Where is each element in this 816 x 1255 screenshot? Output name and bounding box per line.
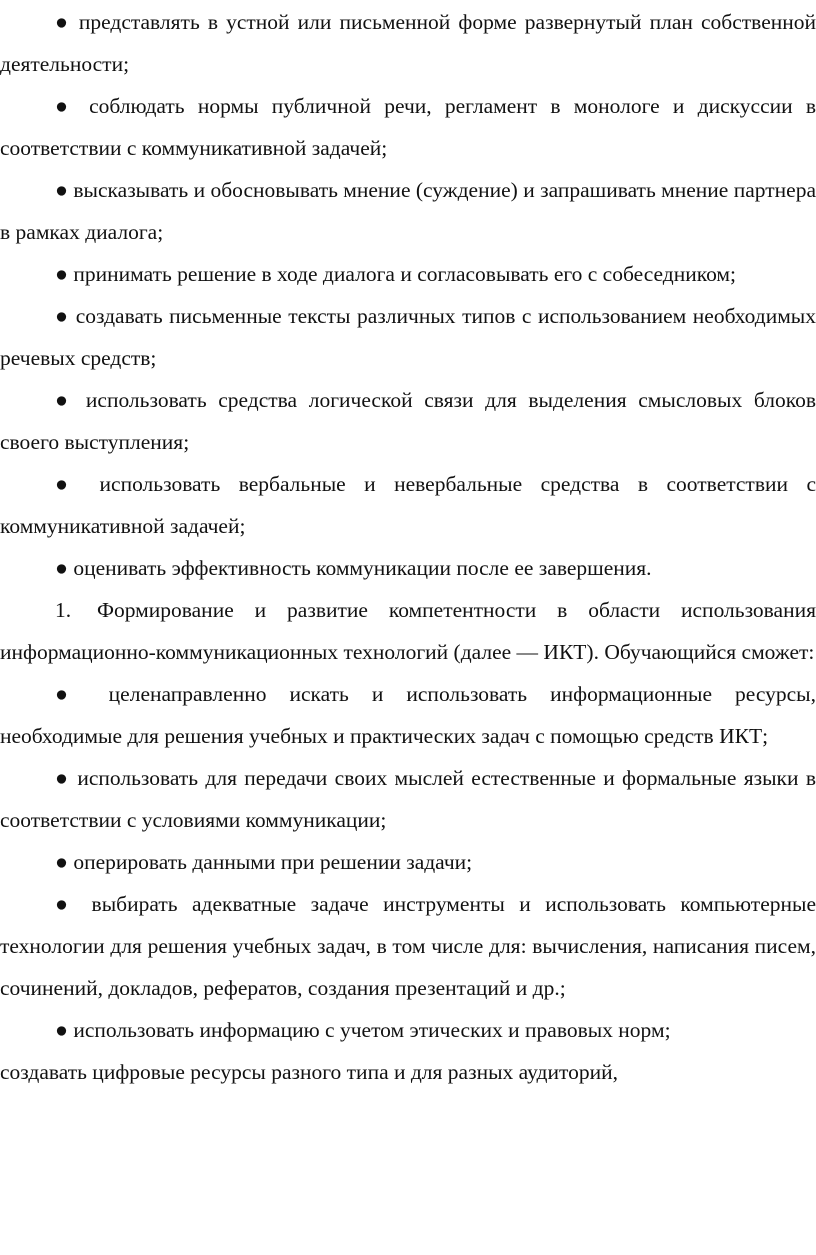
bullet-icon: ● (55, 766, 70, 790)
numbered-item (0, 589, 816, 673)
list-item (0, 463, 816, 547)
bullet-icon: ● (55, 1018, 68, 1042)
bullet-icon: ● (55, 850, 68, 874)
bullet-icon: ● (55, 178, 68, 202)
list-item-text: соблюдать нормы публичной речи, регламент в монологе и дискуссии в соответствии с коммуникативной задачей; (0, 94, 816, 160)
numbered-item-text: Формирование и развитие компетентности в области использования информационно-коммуникационных технологий (далее — ИКТ). Обучающийся сможет: (0, 598, 816, 664)
list-item (0, 883, 816, 1009)
list-item-text: использовать вербальные и невербальные средства в соответствии с коммуникативной задачей; (0, 472, 816, 538)
list-item-text: представлять в устной или письменной форме развернутый план собственной деятельности; (0, 10, 816, 76)
list-item-text: оперировать данными при решении задачи; (73, 850, 473, 874)
list-item-text: использовать информацию с учетом этических и правовых норм; (73, 1018, 671, 1042)
list-item-text: целенаправленно искать и использовать информационные ресурсы, необходимые для решения учебных и практических задач с помощью средств ИКТ; (0, 682, 816, 748)
bullet-icon: ● (55, 10, 71, 34)
bullet-icon: ● (55, 892, 78, 916)
list-item (0, 169, 816, 253)
paragraph-text: создавать цифровые ресурсы разного типа и для разных аудиторий, (0, 1060, 618, 1084)
list-item (0, 85, 816, 169)
bullet-icon: ● (55, 304, 70, 328)
list-item (0, 673, 816, 757)
bullet-icon: ● (55, 682, 86, 706)
bullet-icon: ● (55, 262, 68, 286)
list-item-text: высказывать и обосновывать мнение (суждение) и запрашивать мнение партнера в рамках диалога; (0, 178, 816, 244)
list-item-text: выбирать адекватные задаче инструменты и использовать компьютерные технологии для решения учебных задач, в том числе для: вычисления, написания писем, сочинений, докладов, рефератов, создания презентаций и др.; (0, 892, 816, 1000)
list-item (0, 547, 816, 589)
bullet-icon: ● (55, 94, 76, 118)
list-item (0, 253, 816, 295)
plain-paragraph (0, 1051, 816, 1093)
list-number: 1. (55, 598, 72, 622)
list-item-text: принимать решение в ходе диалога и согласовывать его с собеседником; (73, 262, 737, 286)
list-item (0, 841, 816, 883)
list-item (0, 1009, 816, 1051)
list-item (0, 757, 816, 841)
list-item-text: использовать для передачи своих мыслей естественные и формальные языки в соответствии с условиями коммуникации; (0, 766, 816, 832)
list-item (0, 1, 816, 85)
bullet-icon: ● (55, 472, 82, 496)
list-item (0, 295, 816, 379)
list-item (0, 379, 816, 463)
list-item-text: оценивать эффективность коммуникации после ее завершения. (73, 556, 652, 580)
list-item-text: использовать средства логической связи для выделения смысловых блоков своего выступления; (0, 388, 816, 454)
list-item-text: создавать письменные тексты различных типов с использованием необходимых речевых средств; (0, 304, 816, 370)
bullet-icon: ● (55, 388, 75, 412)
bullet-icon: ● (55, 556, 68, 580)
